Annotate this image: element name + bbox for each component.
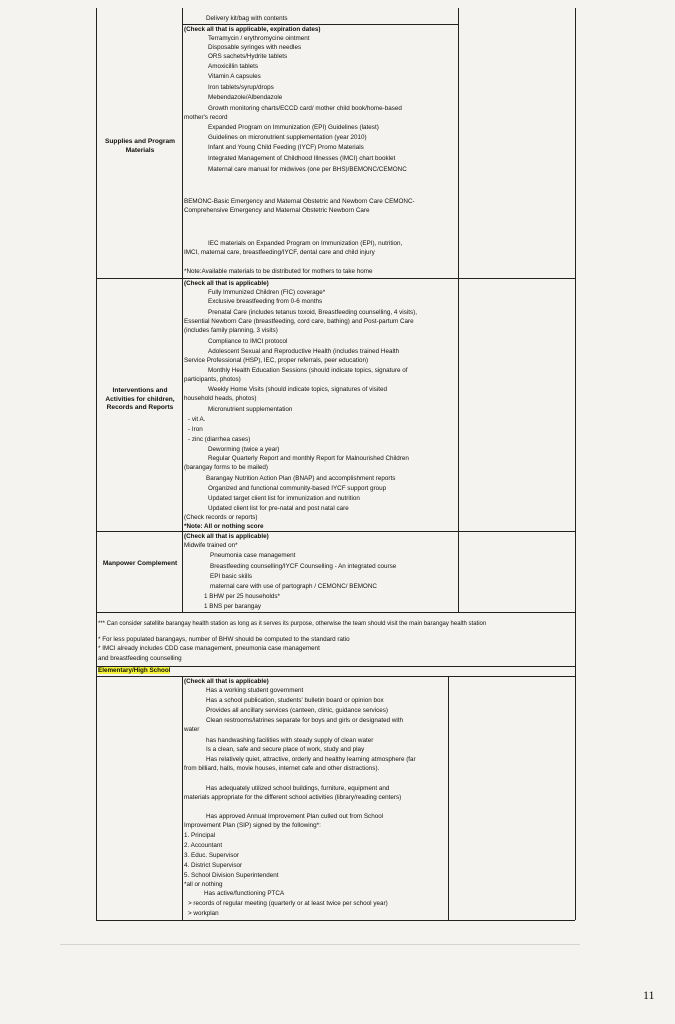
intervention-line: - zinc (diarrhea cases) [188, 436, 251, 443]
intervention-line: Monthly Health Education Sessions (should indicate topics, signature of [208, 367, 408, 374]
manpower-item: EPI basic skills [210, 573, 252, 580]
manpower-item: Breastfeeding counselling/IYCF Counselling - An integrated course [210, 563, 397, 570]
school-line: 1. Principal [184, 832, 216, 839]
table-border-col1 [182, 8, 183, 612]
top-row-text: Delivery kit/bag with contents [206, 15, 288, 22]
bemonc-definition: BEMONC-Basic Emergency and Maternal Obstetric and Newborn Care CEMONC- [184, 198, 415, 205]
iec-item: IEC materials on Expanded Program on Immunization (EPI), nutrition, [208, 240, 403, 247]
school-line: > workplan [188, 910, 219, 917]
school-line: from billiard, halls, movie houses, internet cafe and other distractions). [184, 765, 380, 772]
school-line: 3. Educ. Supervisor [184, 852, 239, 859]
school-line: *all or nothing [184, 881, 223, 888]
manpower-item: Pneumonia case management [210, 552, 296, 559]
school-header: (Check all that is applicable) [184, 678, 269, 685]
supply-item: Guidelines on micronutrient supplementation (year 2010) [208, 134, 367, 141]
intervention-line: Deworming (twice a year) [208, 446, 280, 453]
intervention-line: (includes family planning, 3 visits) [184, 327, 278, 334]
school-border-right [575, 666, 576, 920]
manpower-item: 1 BHW per 25 households* [204, 593, 280, 600]
school-line: materials appropriate for the different school activities (library/reading centers) [184, 794, 402, 801]
supply-item: Mebendazole/Albendazole [208, 94, 283, 101]
school-line: Has a working student government [206, 687, 304, 694]
intervention-line: Prenatal Care (includes tetanus toxoid, Breastfeeding counselling, 4 visits), [208, 309, 417, 316]
intervention-line: (Check records or reports) [184, 514, 258, 521]
school-line: 2. Accountant [184, 842, 223, 849]
manpower-header: (Check all that is applicable) [184, 533, 269, 540]
supply-item: Growth monitoring charts/ECCD card/ mother child book/home-based [208, 105, 402, 112]
school-line: Has a school publication, students' bulletin board or opinion box [206, 697, 384, 704]
supply-item: Iron tablets/syrup/drops [208, 84, 274, 91]
school-line: 4. District Supervisor [184, 862, 243, 869]
table-border-col2 [458, 8, 459, 612]
footnote: and breastfeeding counselling [98, 655, 182, 662]
table-border-right [575, 8, 576, 680]
supplies-header: (Check all that is applicable, expiration dates) [184, 26, 321, 33]
supply-item: Infant and Young Child Feeding (IYCF) Promo Materials [208, 144, 364, 151]
footnote: * For less populated barangays, number of BHW should be computed to the standard ratio [98, 636, 350, 643]
supplies-label: Supplies and Program Materials [105, 138, 175, 154]
supply-item: mother's record [184, 114, 228, 121]
intervention-line: Adolescent Sexual and Reproductive Health (includes trained Health [208, 348, 400, 355]
intervention-line: Exclusive breastfeeding from 0-6 months [208, 298, 323, 305]
intervention-line: (barangay forms to be mailed) [184, 464, 268, 471]
intervention-line: Micronutrient supplementation [208, 406, 293, 413]
interventions-header: (Check all that is applicable) [184, 280, 269, 287]
supply-item: Expanded Program on Immunization (EPI) Guidelines (latest) [208, 124, 379, 131]
school-line: Improvement Plan (SIP) signed by the following*: [184, 822, 321, 829]
school-section-title [98, 667, 170, 675]
iec-item: IMCI, maternal care, breastfeeding/IYCF, dental care and child injury [184, 249, 375, 256]
school-line: Has relatively quiet, attractive, orderly and healthy learning atmosphere (far [206, 756, 416, 763]
interventions-label: Interventions and Activities for children, Records and Reports [105, 387, 175, 411]
intervention-line: Essential Newborn Care (breastfeeding, cord care, bathing) and Post-partum Care [184, 318, 414, 325]
manpower-trained: Midwife trained on* [184, 542, 238, 549]
manpower-item: 1 BNS per barangay [204, 603, 262, 610]
school-line: has handwashing facilities with steady supply of clean water [206, 737, 374, 744]
school-line: Has adequately utilized school buildings, furniture, equipment and [206, 785, 390, 792]
supply-item: Terramycin / erythromycine ointment [208, 35, 310, 42]
intervention-line: Service Professional (HSP), IEC, proper referrals, peer education) [184, 357, 369, 364]
intervention-line: - Iron [188, 426, 203, 433]
row-divider [182, 24, 458, 25]
intervention-line: Updated client list for pre-natal and post natal care [208, 505, 349, 512]
school-border-left [96, 666, 97, 920]
supply-item: ORS sachets/Hydrite tablets [208, 53, 288, 60]
intervention-line: Regular Quarterly Report and monthly Report for Malnourished Children [208, 455, 409, 462]
row-divider [96, 676, 575, 677]
school-line: > records of regular meeting (quarterly or at least twice per school year) [188, 900, 388, 907]
page-number: 11 [643, 988, 655, 1002]
intervention-line: Organized and functional community-based IYCF support group [208, 485, 387, 492]
school-line: Clean restrooms/latrines separate for boys and girls or designated with [206, 717, 404, 724]
row-divider [96, 612, 575, 613]
supply-item: Integrated Management of Childhood Illnesses (IMCI) chart booklet [208, 155, 396, 162]
highlighted-title: Elementary/High School [98, 667, 171, 674]
school-line: Provides all ancillary services (canteen, clinic, guidance services) [206, 707, 388, 714]
intervention-line: participants, photos) [184, 376, 241, 383]
footnote: * IMCI already includes CDD case management, pneumonia case management [98, 645, 320, 652]
supply-item: Maternal care manual for midwives (one per BHS)/BEMONC/CEMONC [208, 166, 407, 173]
school-line: water [184, 726, 200, 733]
intervention-line: - vit A. [188, 416, 206, 423]
intervention-line: household heads, photos) [184, 395, 257, 402]
faint-scan-line [60, 944, 580, 945]
supplies-note: *Note:Available materials to be distributed for mothers to take home [184, 268, 373, 275]
intervention-line: Weekly Home Visits (should indicate topics, signatures of visited [208, 386, 387, 393]
footnote: *** Can consider satellite barangay health station as long as it serves its purpose, otherwise the team should visit the main barangay health station [98, 621, 487, 627]
school-line: Has active/functioning PTCA [204, 890, 285, 897]
intervention-line: Updated target client list for immunization and nutrition [208, 495, 360, 502]
intervention-line: Barangay Nutrition Action Plan (BNAP) and accomplishment reports [206, 475, 396, 482]
bemonc-definition: Comprehensive Emergency and Maternal Obstetric Newborn Care [184, 207, 370, 214]
row-divider [96, 920, 575, 921]
school-line: 5. School Division Superintendent [184, 872, 279, 879]
school-border-col1 [182, 676, 183, 920]
manpower-item: maternal care with use of partograph / CEMONC/ BEMONC [210, 583, 377, 590]
row-divider [96, 278, 575, 279]
table-border-left [96, 8, 97, 666]
intervention-line: Fully Immunized Children (FIC) coverage* [208, 289, 326, 296]
school-line: Has approved Annual Improvement Plan culled out from School [206, 813, 384, 820]
supply-item: Disposable syringes with needles [208, 44, 302, 51]
intervention-line: Compliance to IMCI protocol [208, 338, 288, 345]
interventions-note: *Note: All or nothing score [184, 523, 264, 530]
row-divider [96, 531, 575, 532]
supply-item: Vitamin A capsules [208, 73, 261, 80]
school-line: Is a clean, safe and secure place of work, study and play [206, 746, 365, 753]
school-border-col2 [448, 676, 449, 920]
manpower-label: Manpower Complement [102, 560, 178, 567]
supply-item: Amoxicillin tablets [208, 63, 259, 70]
